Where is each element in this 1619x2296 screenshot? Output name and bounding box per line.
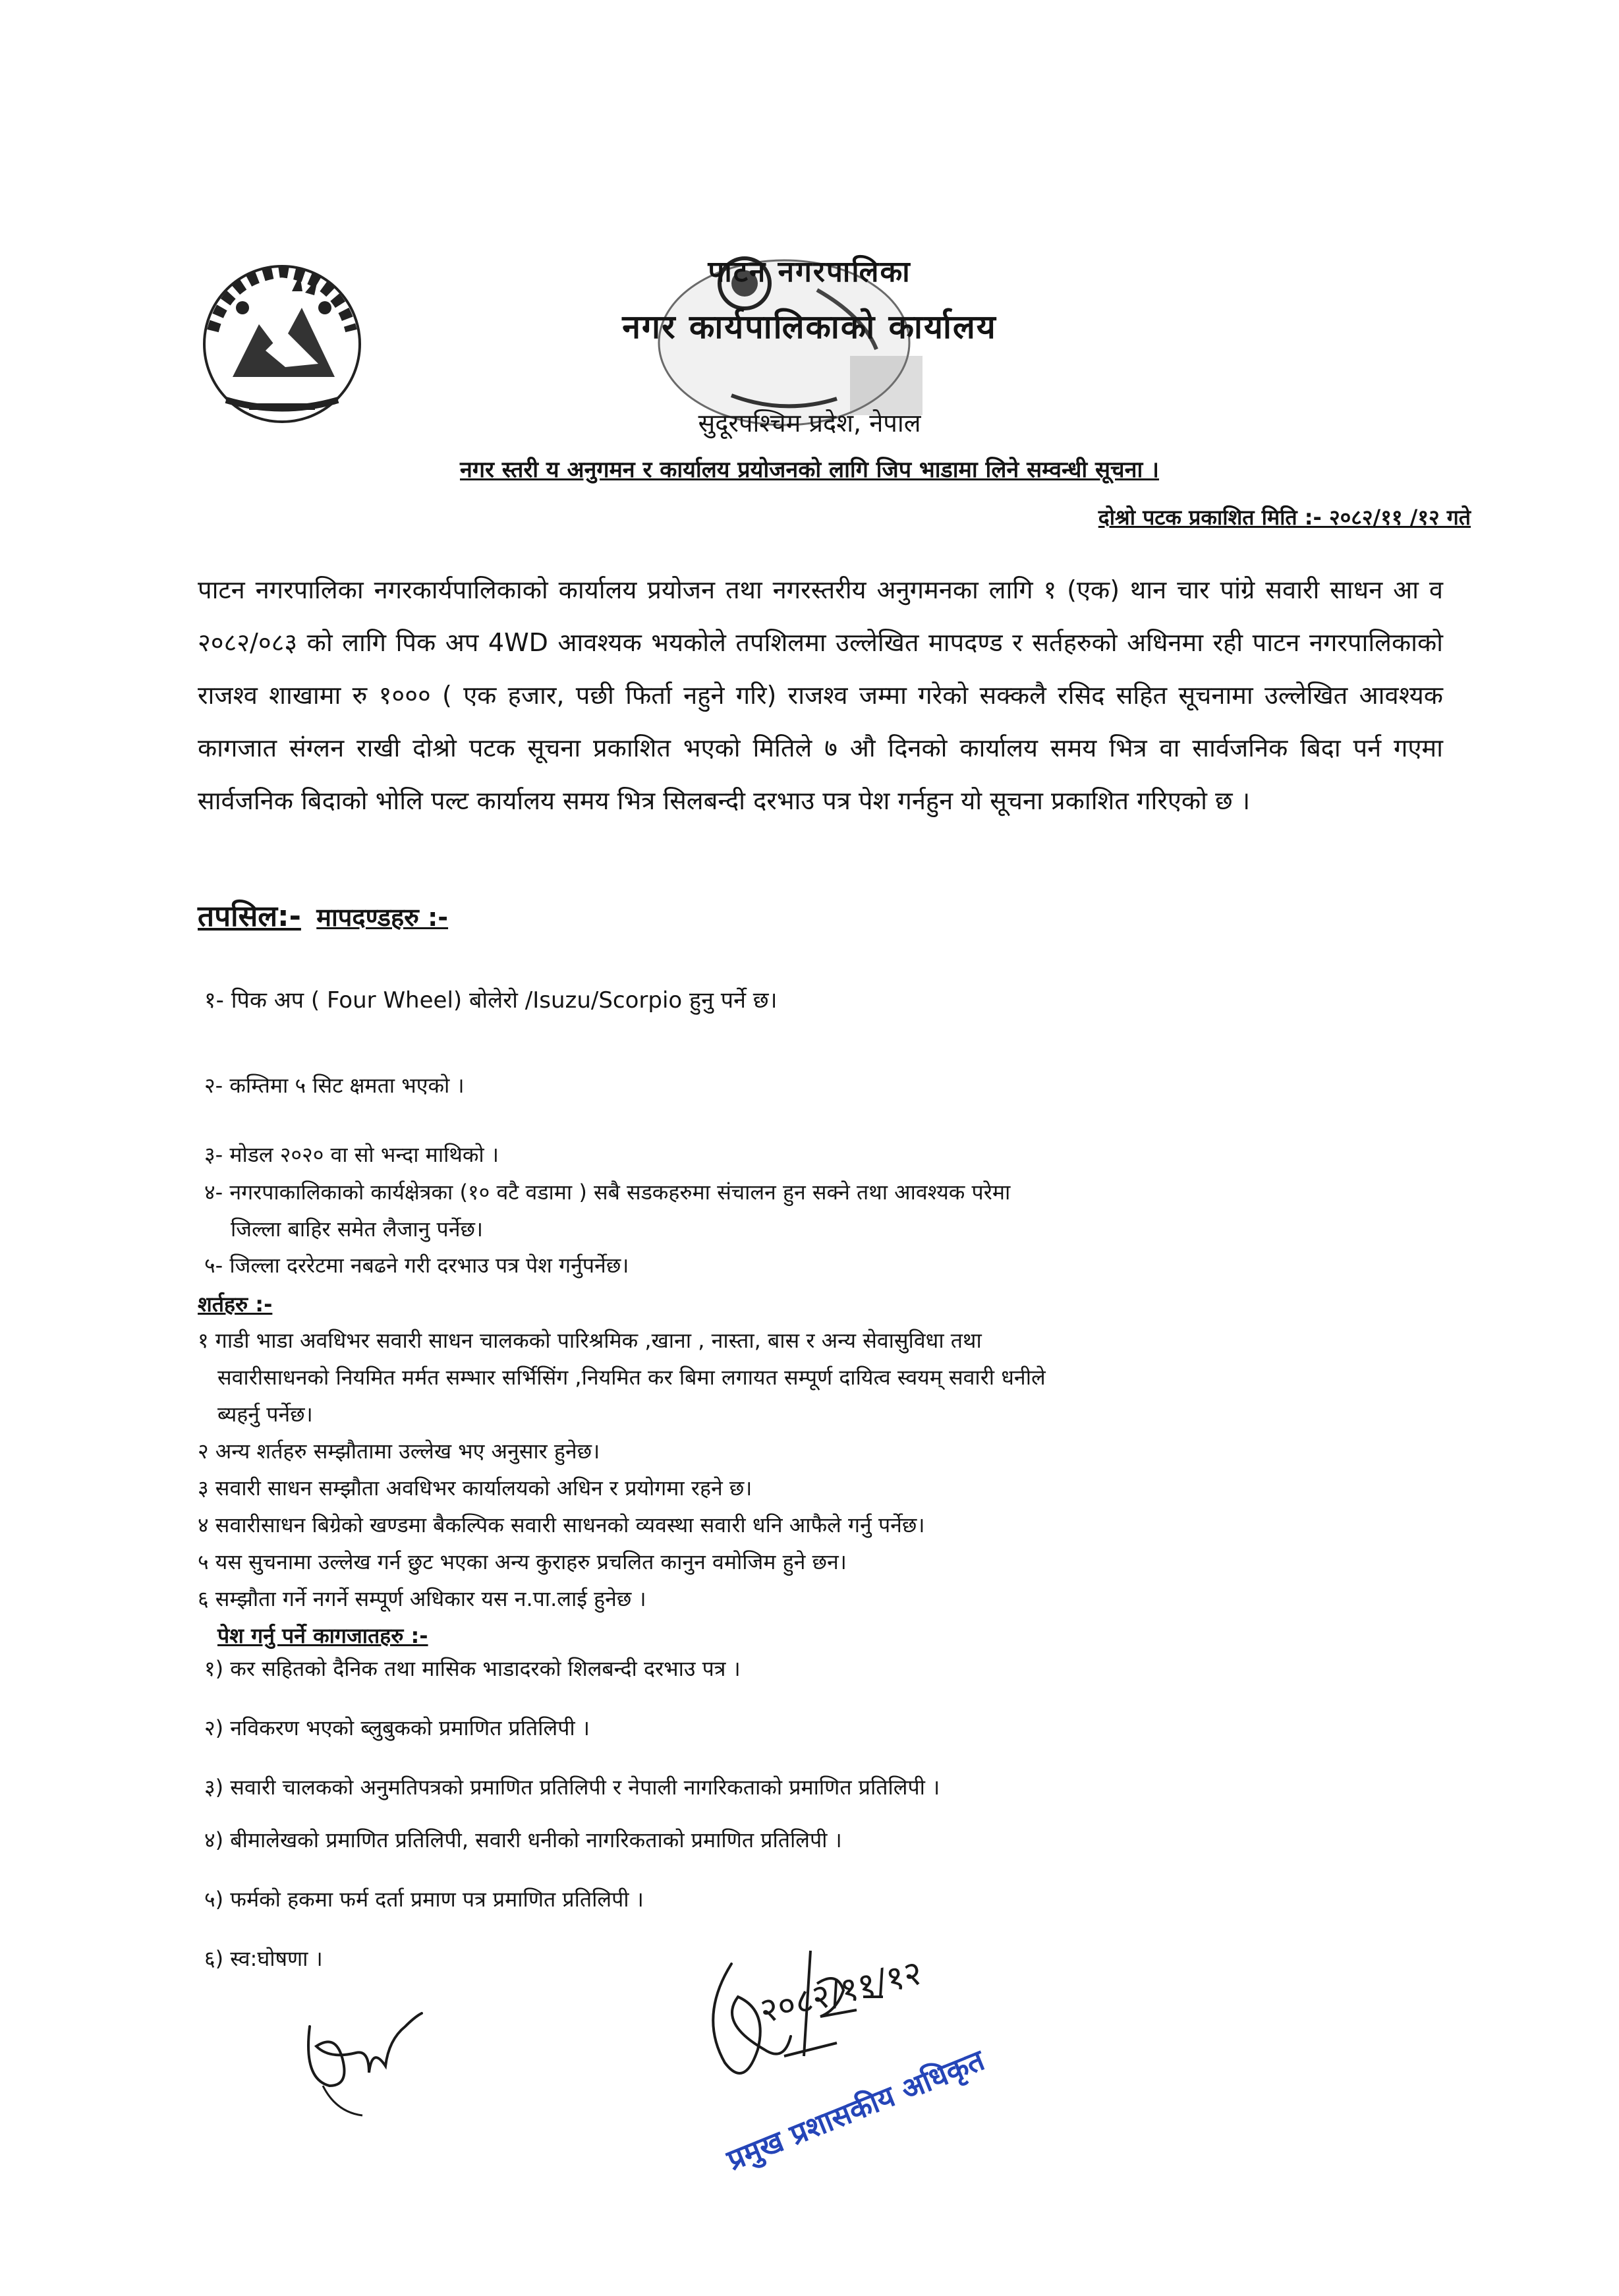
condition-item-continued: ब्यहर्नु पर्नेछ।	[217, 1402, 313, 1427]
conditions-heading: शर्तहरु :-	[198, 1292, 273, 1317]
notice-subject: नगर स्तरी य अनुगमन र कार्यालय प्रयोजनको लागि जिप भाडामा लिने सम्वन्धी सूचना ।	[460, 457, 1159, 483]
condition-item: २ अन्य शर्तहरु सम्झौतामा उल्लेख भए अनुसार हुनेछ।	[198, 1439, 600, 1464]
documents-heading: पेश गर्नु पर्ने कागजातहरु :-	[217, 1623, 428, 1648]
condition-item: ४ सवारीसाधन बिग्रेको खण्डमा बैकल्पिक सवारी साधनको व्यवस्था सवारी धनि आफैले गर्नु पर्नेछ।	[198, 1512, 925, 1537]
section-title: तपसिल:-	[198, 900, 301, 933]
document-item: १) कर सहितको दैनिक तथा मासिक भाडादरको शिलबन्दी दरभाउ पत्र ।	[204, 1656, 741, 1681]
designation-seal: प्रमुख प्रशासकीय अधिकृत	[722, 2043, 990, 2177]
publication-date: दोश्रो पटक प्रकाशित मिति :- २०८२/११ /१२ गते	[1098, 505, 1471, 530]
notice-body-paragraph: पाटन नगरपालिका नगरकार्यपालिकाको कार्यालय प्रयोजन तथा नगरस्तरीय अनुगमनका लागि १ (एक) थान चार पांग्रे सवारी साधन आ व २०८२/०८३ को लागि पिक अप 4WD आवश्यक भयकोले तपशिलमा उल्लेखित मापदण्ड र सर्तहरुको अधिनमा रही पाटन नगरपालिकाको राजश्व शाखामा रु १००० ( एक हजार, पछी फिर्ता नहुने गरि) राजश्व जम्मा गरेको सक्कलै रसिद सहित सूचनामा उल्लेखित आवश्यक कागजात संग्लन राखी दोश्रो पटक सूचना प्रकाशित भएको मितिले ७ औ दिनको कार्यालय समय भित्र वा सार्वजनिक बिदा पर्न गएमा सार्वजनिक बिदाको भोलि पल्ट कार्यालय समय भित्र सिलबन्दी दरभाउ पत्र पेश गर्नहुन यो सूचना प्रकाशित गरिएको छ ।	[198, 575, 1444, 815]
document-item: ५) फर्मको हकमा फर्म दर्ता प्रमाण पत्र प्रमाणित प्रतिलिपी ।	[204, 1887, 644, 1912]
criteria-item: ५- जिल्ला दररेटमा नबढने गरी दरभाउ पत्र पेश गर्नुपर्नेछ।	[204, 1253, 629, 1278]
criteria-item: ३- मोडल २०२० वा सो भन्दा माथिको ।	[204, 1142, 499, 1167]
condition-item: ६ सम्झौता गर्ने नगर्ने सम्पूर्ण अधिकार यस न.पा.लाई हुनेछ ।	[198, 1586, 646, 1611]
office-name: नगर कार्यपालिकाको कार्यालय	[622, 308, 997, 346]
handwritten-signature-left	[290, 1987, 435, 2119]
handwritten-date: २०८२/११/१२	[756, 1953, 926, 2032]
condition-item: ३ सवारी साधन सम्झौता अवधिभर कार्यालयको अधिन र प्रयोगमा रहने छ।	[198, 1476, 753, 1501]
criteria-item: १- पिक अप ( Four Wheel) बोलेरो /Isuzu/Scorpio हुनु पर्ने छ।	[204, 987, 778, 1014]
document-item: ३) सवारी चालकको अनुमतिपत्रको प्रमाणित प्रतिलिपी र नेपाली नागरिकताको प्रमाणित प्रतिलिपी ।	[204, 1775, 940, 1800]
section-subtitle: मापदण्डहरु :-	[316, 903, 449, 932]
document-item: ६) स्व:घोषणा ।	[204, 1946, 323, 1971]
condition-item: ५ यस सुचनामा उल्लेख गर्न छुट भएका अन्य कुराहरु प्रचलित कानुन वमोजिम हुने छन।	[198, 1549, 847, 1574]
condition-item-continued: सवारीसाधनको नियमित मर्मत सम्भार सर्भिसिंग ,नियमित कर बिमा लगायत सम्पूर्ण दायित्व स्वयम् सवारी धनीले	[217, 1365, 1046, 1390]
criteria-item: २- कम्तिमा ५ सिट क्षमता भएको ।	[204, 1073, 465, 1098]
document-item: ४) बीमालेखको प्रमाणित प्रतिलिपी, सवारी धनीको नागरिकताको प्रमाणित प्रतिलिपी ।	[204, 1827, 842, 1852]
province-name: सुदूरपश्चिम प्रदेश, नेपाल	[698, 409, 921, 438]
municipality-name: पाटन नगरपालिका	[708, 255, 911, 289]
condition-item: १ गाडी भाडा अवधिभर सवारी साधन चालकको पारिश्रमिक ,खाना , नास्ता, बास र अन्य सेवासुविधा तथा	[198, 1328, 982, 1353]
criteria-item-continued: जिल्ला बाहिर समेत लैजानु पर्नेछ।	[231, 1217, 484, 1242]
section-heading	[198, 895, 448, 934]
document-item: २) नविकरण भएको ब्लुबुकको प्रमाणित प्रतिलिपी ।	[204, 1715, 590, 1740]
criteria-item: ४- नगरपाकालिकाको कार्यक्षेत्रका (१० वटै वडामा ) सबै सडकहरुमा संचालन हुन सक्ने तथा आवश्यक परेमा	[204, 1180, 1011, 1205]
